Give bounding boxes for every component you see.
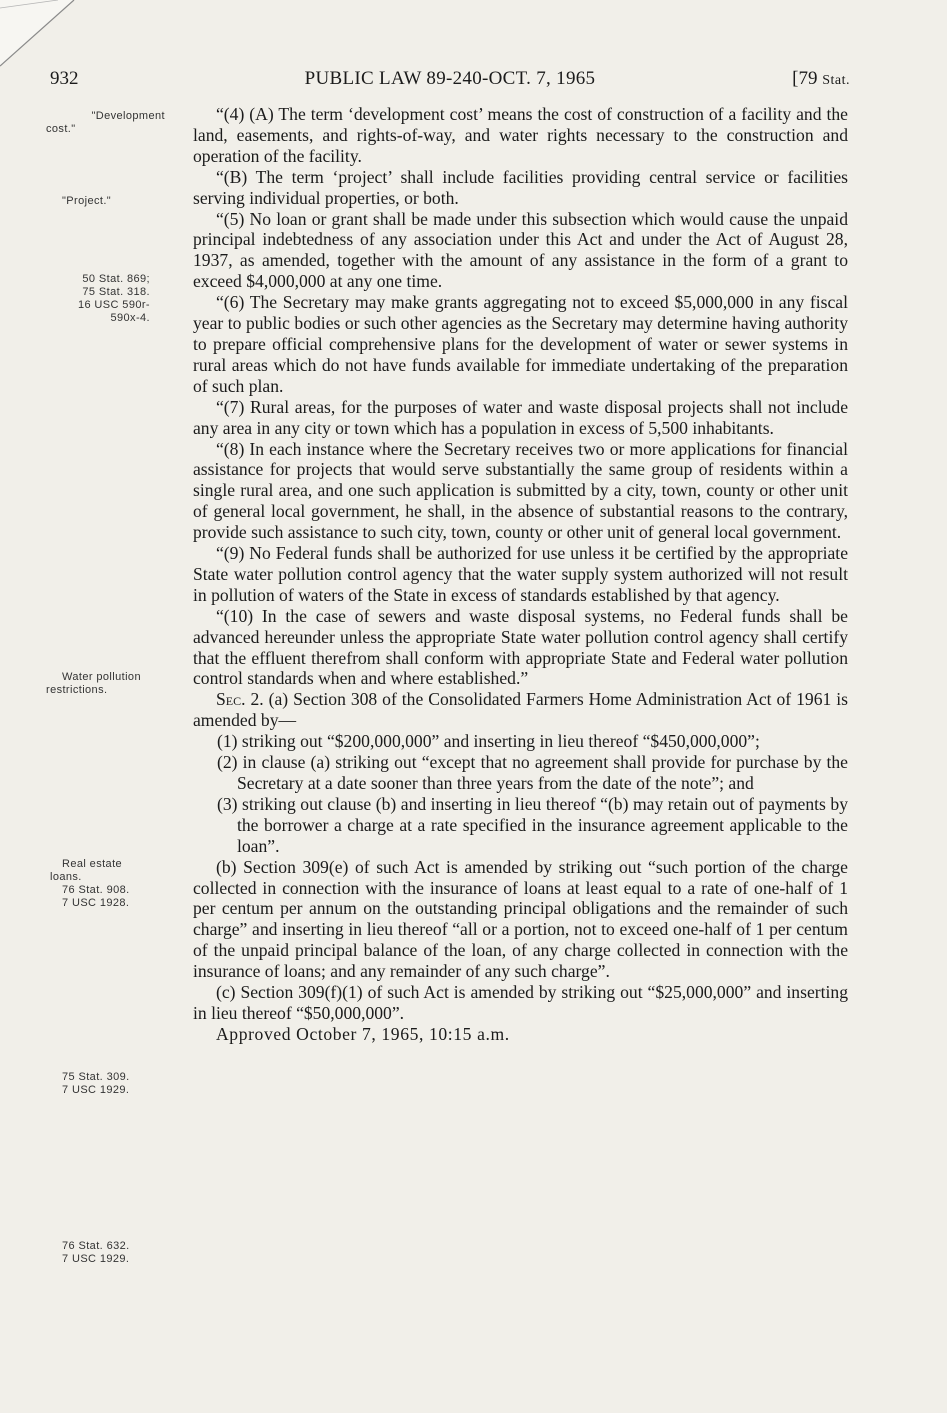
paragraph-7: “(7) Rural areas, for the purposes of water and waste disposal projects shall not include any area in any city or town which has a population in excess of 5,500 inhabitants. bbox=[193, 396, 848, 438]
margin-note-line: 50 Stat. 869; bbox=[82, 273, 150, 285]
margin-note-line: loans. bbox=[50, 871, 82, 883]
margin-note-citation-76-stat bbox=[62, 1240, 130, 1266]
paragraph-10: “(10) In the case of sewers and waste disposal systems, no Federal funds shall be advanced hereunder unless the appropriate State water pollution control agency shall certify that the effluent therefrom shall conform with appropriate State and Federal water pollution control standards when and where established.” bbox=[193, 605, 848, 689]
section-2a-text: (a) Section 308 of the Consolidated Farmers Home Administration Act of 1961 is amended by— bbox=[193, 689, 848, 731]
margin-note-real-estate bbox=[50, 858, 130, 910]
paragraph-9: “(9) No Federal funds shall be authorized for use unless it be certified by the appropriate State water pollution control agency that the water supply system authorized will not result in pollution of waters of the State in excess of standards established by that agency. bbox=[193, 543, 848, 605]
margin-note-line: 7 USC 1928. bbox=[62, 897, 130, 909]
margin-note-citation-75-stat bbox=[62, 1071, 130, 1097]
statute-abbrev: Stat. bbox=[822, 73, 850, 88]
statute-volume-number: [79 bbox=[792, 68, 818, 89]
paragraph-8: “(8) In each instance where the Secretary receives two or more applications for financial assistance for projects that would serve substantially the same group of residents within a single rural area, and one such application is submitted by a city, town, county or other unit of general local government, he shall, in the absence of substantial reasons to the contrary, provide such assistance to such city, town, county or other unit of general local government. bbox=[193, 438, 848, 543]
margin-note-line: 75 Stat. 309. bbox=[62, 1071, 130, 1083]
section-2c: (c) Section 309(f)(1) of such Act is amended by striking out “$25,000,000” and inserting in lieu thereof “$50,000,000”. bbox=[193, 982, 848, 1023]
margin-note-development-cost bbox=[40, 110, 165, 136]
margin-note-line: 590x-4. bbox=[110, 312, 150, 324]
margin-note-line: 75 Stat. 318. bbox=[82, 286, 150, 298]
margin-note-line: Water pollution bbox=[62, 671, 141, 683]
margin-note-citation-50-stat bbox=[30, 273, 150, 325]
amendment-item-3: (3) striking out clause (b) and inserting in lieu thereof “(b) may retain out of payments by the borrower a charge at a rate specified in the insurance agreement applicable to the loan”. bbox=[217, 793, 848, 856]
section-label: Sec. 2. bbox=[216, 689, 264, 710]
page-number: 932 bbox=[50, 68, 79, 89]
margin-note-line: "Development bbox=[91, 110, 165, 122]
paragraph-4b: “(B) The term ‘project’ shall include facilities providing central service or facilities serving individual properties, or both. bbox=[193, 166, 848, 208]
margin-note-line: 7 USC 1929. bbox=[62, 1084, 130, 1096]
margin-note-project bbox=[62, 195, 111, 208]
paragraph-4a: “(4) (A) The term ‘development cost’ means the cost of construction of a facility and the land, easements, and rights-of-way, and water rights necessary to the construction and operation of the facility. bbox=[193, 104, 848, 166]
amendment-item-1: (1) striking out “$200,000,000” and inserting in lieu thereof “$450,000,000”; bbox=[217, 731, 760, 752]
margin-note-line: 7 USC 1929. bbox=[62, 1253, 130, 1265]
margin-note-water-pollution bbox=[46, 671, 141, 697]
page-header bbox=[50, 68, 850, 94]
statute-body bbox=[193, 104, 848, 1045]
section-2a bbox=[193, 689, 848, 731]
approval-line: Approved October 7, 1965, 10:15 a.m. bbox=[216, 1023, 510, 1044]
running-title: PUBLIC LAW 89-240-OCT. 7, 1965 bbox=[304, 68, 596, 89]
paragraph-5: “(5) No loan or grant shall be made under this subsection which would cause the unpaid principal indebtedness of any association under this Act and under the Act of August 28, 1937, as amended, together with the amount of any assistance in the form of a grant to exceed $4,000,000 at any one time. bbox=[193, 208, 848, 292]
statute-volume bbox=[792, 68, 850, 90]
paragraph-6: “(6) The Secretary may make grants aggregating not to exceed $5,000,000 in any fiscal year to public bodies or such other agencies as the Secretary may determine having authority to prepare official comprehensive plans for the development of water or sewer systems in rural areas which do not have funds available for immediate undertaking of the preparation of such plan. bbox=[193, 292, 848, 396]
margin-note-line: 16 USC 590r- bbox=[77, 299, 150, 311]
margin-note-line: 76 Stat. 632. bbox=[62, 1240, 130, 1252]
margin-note-line: "Project." bbox=[62, 195, 112, 207]
margin-note-line: Real estate bbox=[62, 858, 123, 870]
section-2b: (b) Section 309(e) of such Act is amended by striking out “such portion of the charge collected in connection with the insurance of loans at least equal to a rate of one-half of 1 per centum per annum on the outstanding principal obligations and the remainder of such charge” and inserting in lieu thereof “all or a portion, not to exceed one-half of 1 per centum of the unpaid principal balance of the loan, of any charge collected in connection with the insurance of loans; and any remainder of any such charge”. bbox=[193, 856, 848, 982]
margin-note-line: 76 Stat. 908. bbox=[62, 884, 130, 896]
margin-note-line: restrictions. bbox=[46, 684, 108, 696]
margin-note-line: cost." bbox=[46, 123, 76, 135]
amendment-item-2: (2) in clause (a) striking out “except that no agreement shall provide for purchase by the Secretary at a date sooner than three years from the date of the note”; and bbox=[217, 752, 848, 793]
